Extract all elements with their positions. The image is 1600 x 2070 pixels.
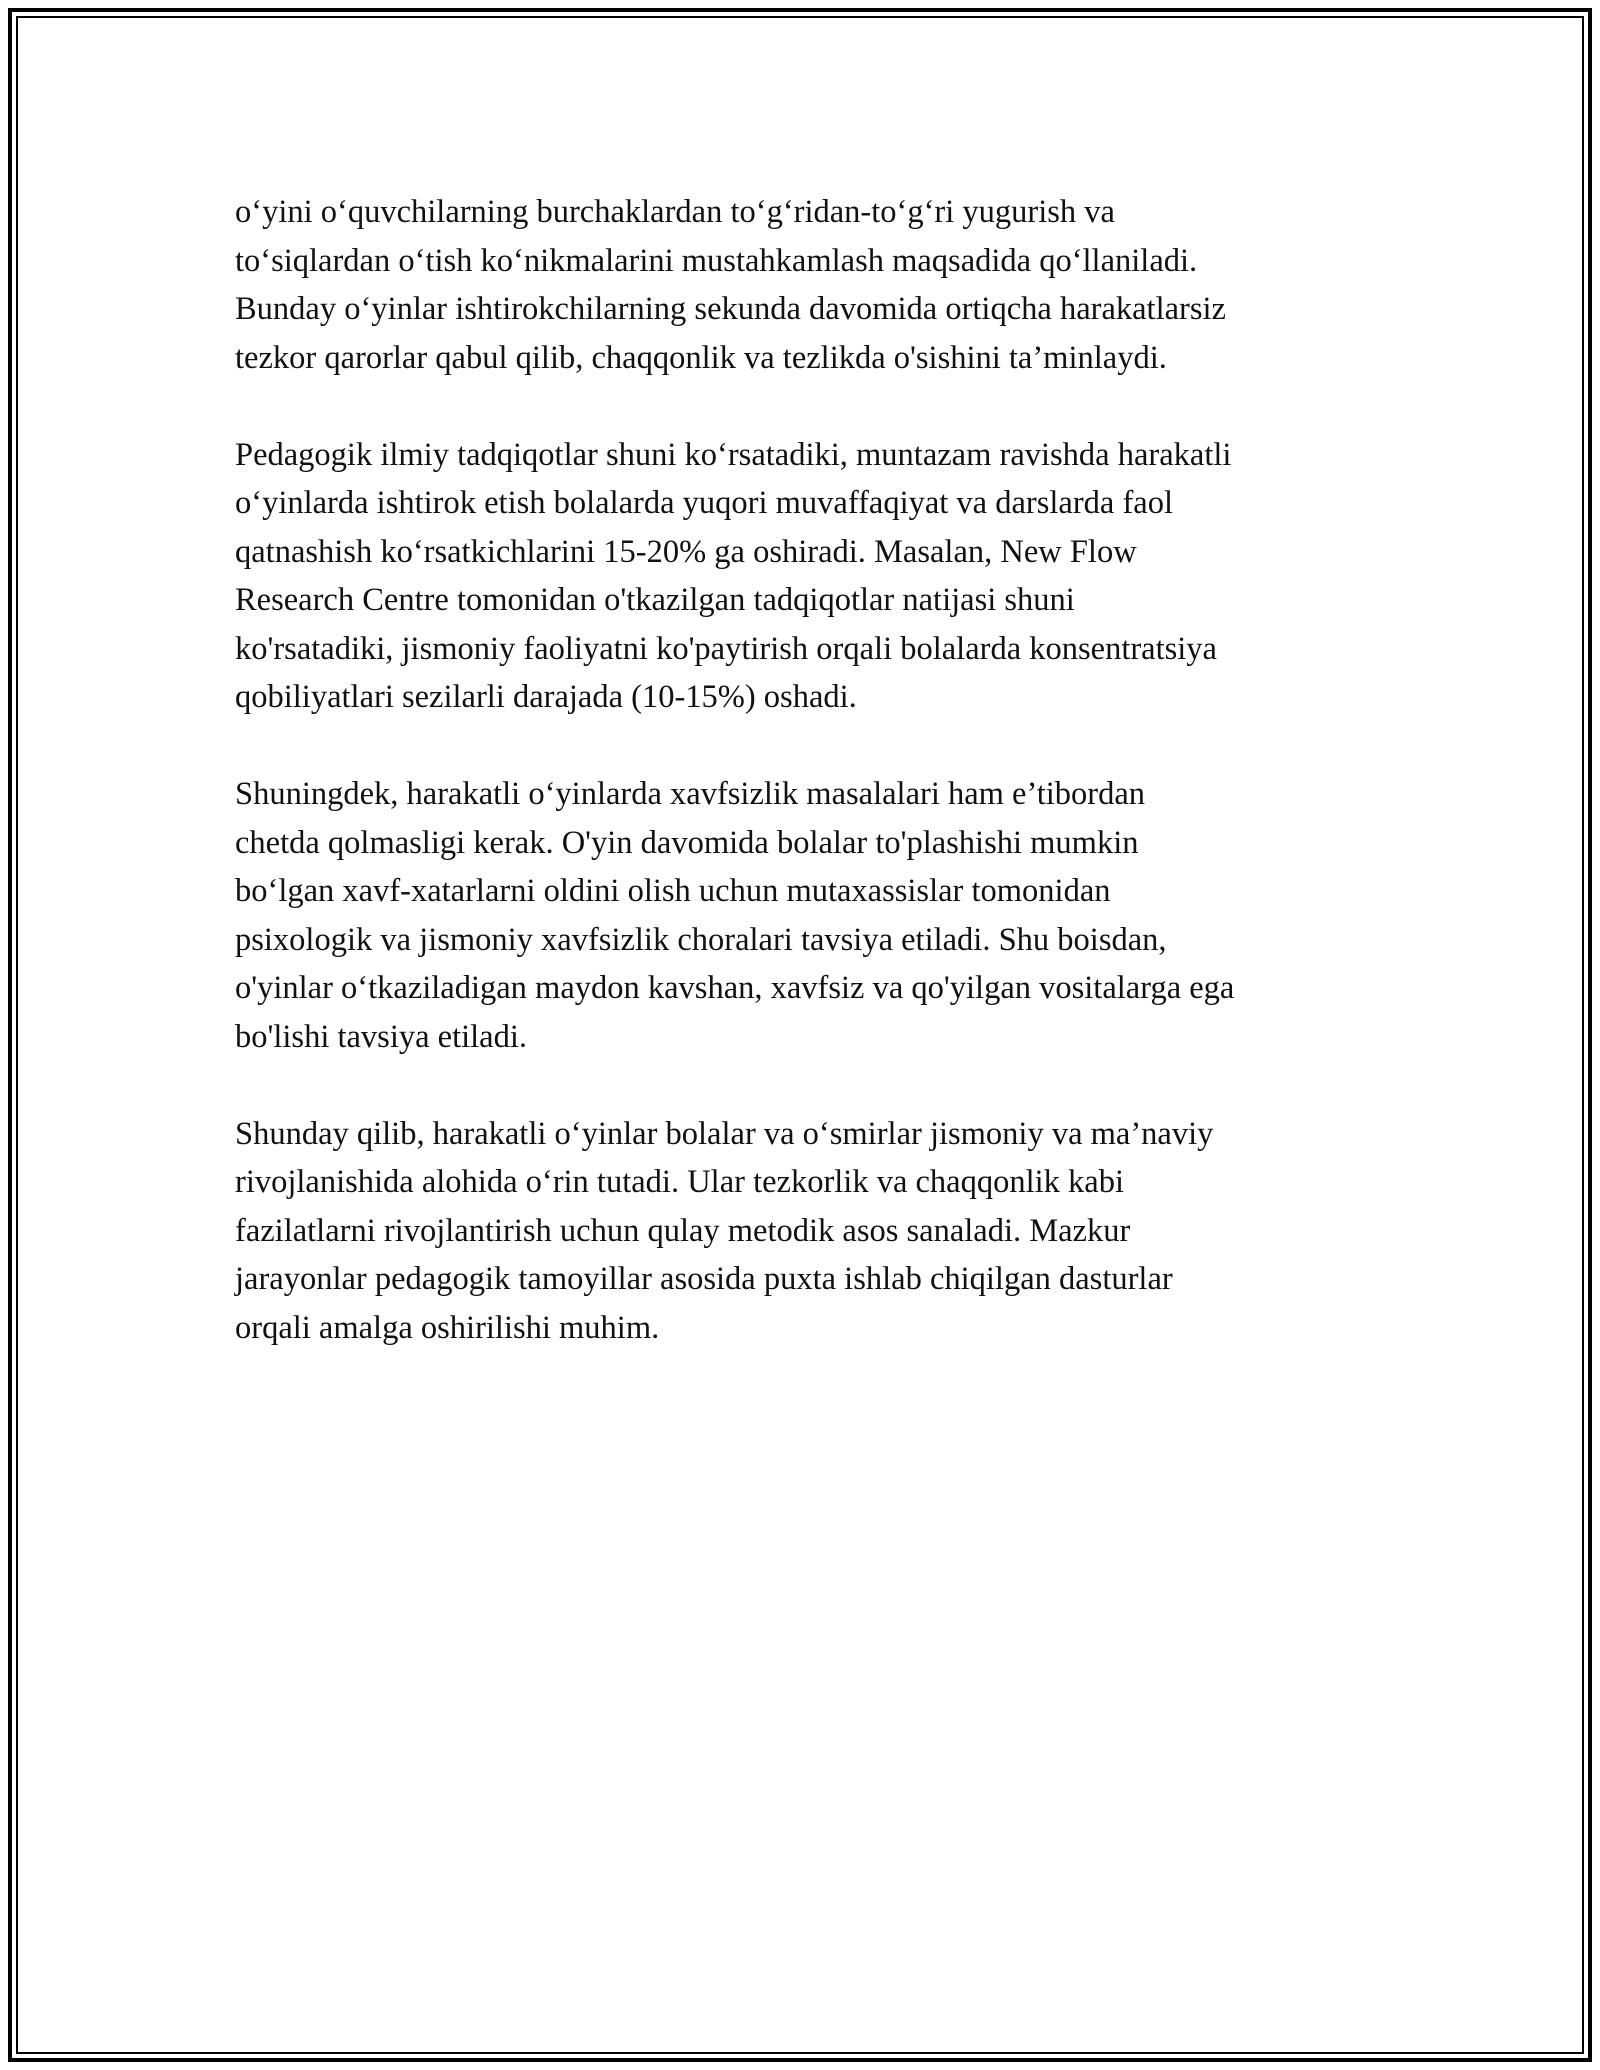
paragraph-4 xyxy=(235,1110,1365,1353)
text-line: o'yinlar o‘tkaziladigan maydon kavshan, xavfsiz va qo'yilgan vositalarga ega xyxy=(235,970,1235,1006)
text-line: psixologik va jismoniy xavfsizlik choralari tavsiya etiladi. Shu boisdan, xyxy=(235,921,1167,958)
text-line: fazilatlarni rivojlantirish uchun qulay metodik asos sanaladi. Mazkur xyxy=(235,1212,1131,1249)
text-line: Research Centre tomonidan o'tkazilgan tadqiqotlar natijasi shuni xyxy=(235,582,1075,618)
text-line: orqali amalga oshirilishi muhim. xyxy=(235,1309,660,1346)
text-line: chetda qolmasligi kerak. O'yin davomida bolalar to'plashishi mumkin xyxy=(235,824,1139,861)
text-line: tezkor qarorlar qabul qilib, chaqqonlik va tezlikda o'sishini ta’minlaydi. xyxy=(235,339,1167,376)
paragraph-1 xyxy=(235,188,1365,382)
text-line: Shuningdek, harakatli o‘yinlarda xavfsizlik masalalari ham e’tibordan xyxy=(235,776,1146,812)
text-line: bo‘lgan xavf-xatarlarni oldini olish uchun mutaxassislar tomonidan xyxy=(235,873,1111,909)
text-line: jarayonlar pedagogik tamoyillar asosida puxta ishlab chiqilgan dasturlar xyxy=(235,1261,1173,1297)
text-line: qobiliyatlari sezilarli darajada (10-15%) oshadi. xyxy=(235,679,857,715)
text-line: qatnashish ko‘rsatkichlarini 15-20% ga oshiradi. Masalan, New Flow xyxy=(235,533,1137,570)
text-line: Pedagogik ilmiy tadqiqotlar shuni ko‘rsatadiki, muntazam ravishda harakatli xyxy=(235,436,1232,473)
text-line: bo'lishi tavsiya etiladi. xyxy=(235,1018,527,1055)
text-line: Shunday qilib, harakatli o‘yinlar bolalar va o‘smirlar jismoniy va ma’naviy xyxy=(235,1115,1214,1152)
text-line: rivojlanishida alohida o‘rin tutadi. Ular tezkorlik va chaqqonlik kabi xyxy=(235,1164,1124,1200)
text-line: ko'rsatadiki, jismoniy faoliyatni ko'paytirish orqali bolalarda konsentratsiya xyxy=(235,630,1217,667)
document-body xyxy=(235,188,1365,1401)
paragraph-3 xyxy=(235,770,1365,1061)
text-line: to‘siqlardan o‘tish ko‘nikmalarini mustahkamlash maqsadida qo‘llaniladi. xyxy=(235,242,1198,279)
text-line: o‘yini o‘quvchilarning burchaklardan to‘g‘ridan-to‘g‘ri yugurish va xyxy=(235,194,1115,230)
paragraph-2 xyxy=(235,431,1365,722)
text-line: o‘yinlarda ishtirok etish bolalarda yuqori muvaffaqiyat va darslarda faol xyxy=(235,485,1173,521)
text-line: Bunday o‘yinlar ishtirokchilarning sekunda davomida ortiqcha harakatlarsiz xyxy=(235,291,1226,327)
